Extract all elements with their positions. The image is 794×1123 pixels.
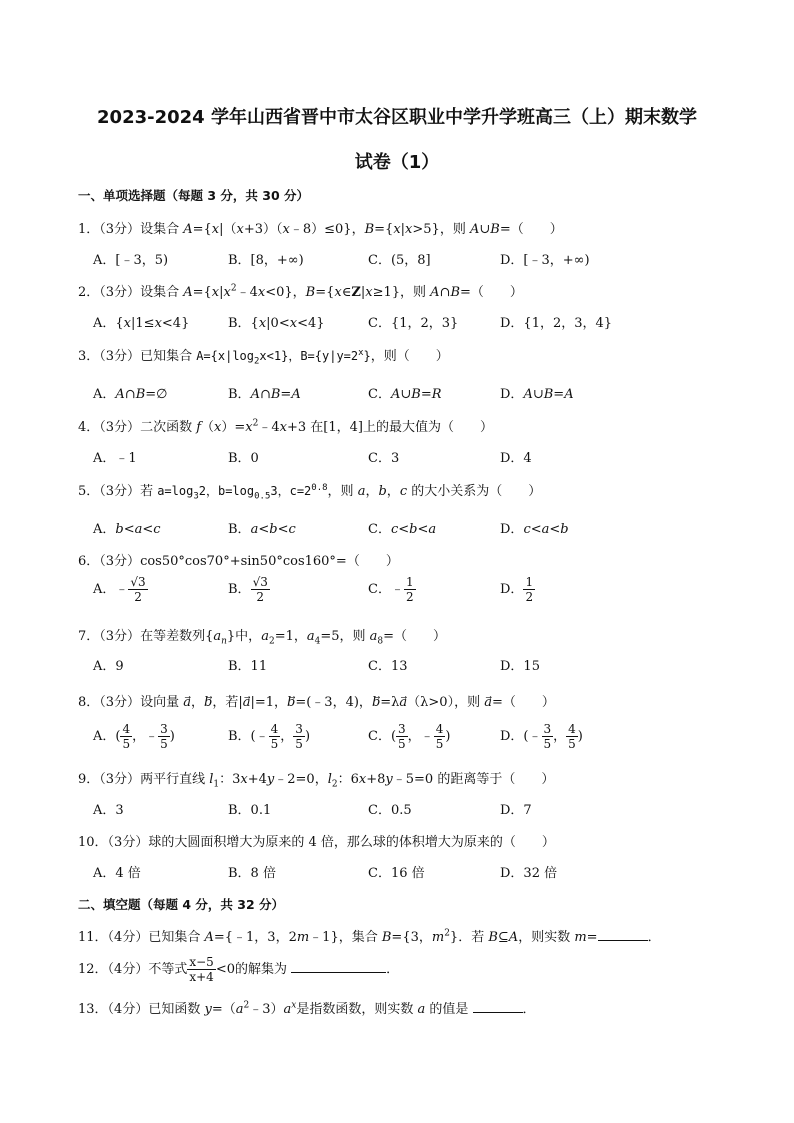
q5-option-c: C．c<b<a	[368, 522, 437, 537]
q4-option-d: D．4	[500, 451, 532, 466]
question-12: 12．（4分）不等式 $\frac{x-5}{x+4}$ <0的解集为 ．	[78, 955, 400, 984]
question-3: 3．（3分）已知集合 $A=\{x|\log_2x<1\}$，$B=\{y|y=2^x\}$，则（ ）	[78, 348, 449, 367]
q7-option-a: A．9	[93, 659, 124, 674]
question-9: 9．（3分）两平行直线 $l_1$：3x+4y﹣2=0，$l_2$：6x+8y﹣5=0 的距离等于（ ）	[78, 772, 555, 790]
page-title-line1: 2023-2024 学年山西省晋中市太谷区职业中学升学班高三（上）期末数学	[97, 107, 697, 128]
q10-option-b: B．8 倍	[228, 866, 276, 881]
q2-option-a: A．{x|1≤x<4}	[93, 316, 190, 331]
q1-option-c: C．(5，8]	[368, 253, 431, 268]
q4-option-c: C．3	[368, 451, 400, 466]
q2-option-b: B．{x|0<x<4}	[228, 316, 325, 331]
question-4: 4．（3分）二次函数 $f(x)=x^2﹣4x+3$ 在[1，4]上的最大值为（ ）	[78, 418, 493, 435]
q5-option-d: D．c<a<b	[500, 522, 569, 537]
question-11: 11．（4分）已知集合 A={﹣1，3，2m﹣1}，集合 B={3，$m^2$}．若 B⊆A，则实数 m= ．	[78, 928, 661, 945]
q5-option-b: B．a<b<c	[228, 522, 296, 537]
q7-option-b: B．11	[228, 659, 268, 674]
q8-option-c: C．( $\frac{3}{5}$ ，﹣ $\frac{4}{5}$ )	[368, 722, 451, 751]
q10-option-d: D．32 倍	[500, 866, 558, 881]
section-heading-fill: 二、填空题（每题 4 分，共 32 分）	[78, 897, 285, 912]
q3-option-c: C．A∪B=R	[368, 387, 442, 402]
question-6: 6．（3分）cos50°cos70°+sin50°cos160°=（ ）	[78, 554, 399, 569]
q1-option-a: A．[﹣3，5)	[93, 253, 169, 268]
q3-option-b: B．A∩B=A	[228, 387, 301, 402]
q3-option-d: D．A∪B=A	[500, 387, 574, 402]
q1-option-b: B．[8，+∞)	[228, 253, 304, 268]
question-7: 7．（3分）在等差数列$\{a_n\}$中，$a_2=1$，$a_4=5$，则 $a_8=$（ ）	[78, 629, 447, 647]
question-13: 13．（4分）已知函数 $y=(a^2﹣3)a^x$是指数函数，则实数 a 的值是 ．	[78, 1000, 536, 1017]
question-5: 5．（3分）若 $a=\log_32$，$b=\log_{0.5}3$，$c=2^{0.8}$，则 a，b，c 的大小关系为（ ）	[78, 483, 542, 502]
q8-option-b: B．(﹣ $\frac{4}{5}$ ， $\frac{3}{5}$ )	[228, 722, 311, 751]
q2-option-d: D．{1，2，3，4}	[500, 316, 613, 331]
q7-option-d: D．15	[500, 659, 540, 674]
q9-option-b: B．0.1	[228, 803, 272, 818]
q10-option-a: A．4 倍	[93, 866, 141, 881]
q6-option-d: D． $\frac{1}{2}$	[500, 575, 534, 604]
q2-option-c: C．{1，2，3}	[368, 316, 459, 331]
q9-option-a: A．3	[93, 803, 124, 818]
page-title-line2: 试卷（1）	[354, 152, 440, 173]
q6-option-a: A．﹣ $\frac{√3}{2}$	[93, 575, 146, 604]
q4-option-a: A．﹣1	[93, 451, 137, 466]
q10-option-c: C．16 倍	[368, 866, 425, 881]
q1-option-d: D．[﹣3，+∞)	[500, 253, 590, 268]
question-10: 10．（3分）球的大圆面积增大为原来的 4 倍，那么球的体积增大为原来的（ ）	[78, 835, 555, 850]
q6-option-c: C．﹣ $\frac{1}{2}$	[368, 575, 414, 604]
q8-option-a: A．( $\frac{4}{5}$ ，﹣ $\frac{3}{5}$ )	[93, 722, 175, 751]
q9-option-c: C．0.5	[368, 803, 412, 818]
section-heading-choice: 一、单项选择题（每题 3 分，共 30 分）	[78, 188, 310, 203]
question-2: 2．（3分）设集合 $A=\{x|x^2﹣4x<0\}$，B={x∈Z|x≥1}，则 A∩B=（ ）	[78, 283, 523, 300]
q7-option-c: C．13	[368, 659, 408, 674]
q8-option-d: D．(﹣ $\frac{3}{5}$ ， $\frac{4}{5}$ )	[500, 722, 583, 751]
question-8: 8．（3分）设向量 a⃗，b⃗，若|a⃗|=1，b⃗=(﹣3，4)，b⃗=λa⃗（λ>0），则 a⃗=（ ）	[78, 695, 555, 710]
q4-option-b: B．0	[228, 451, 259, 466]
question-1: 1．（3分）设集合 A={x|（x+3）（x﹣8）≤0}，B={x|x>5}，则 A∪B=（ ）	[78, 222, 563, 237]
q3-option-a: A．A∩B=∅	[93, 387, 168, 402]
q5-option-a: A．b<a<c	[93, 522, 161, 537]
q9-option-d: D．7	[500, 803, 532, 818]
q6-option-b: B． $\frac{√3}{2}$	[228, 575, 268, 604]
